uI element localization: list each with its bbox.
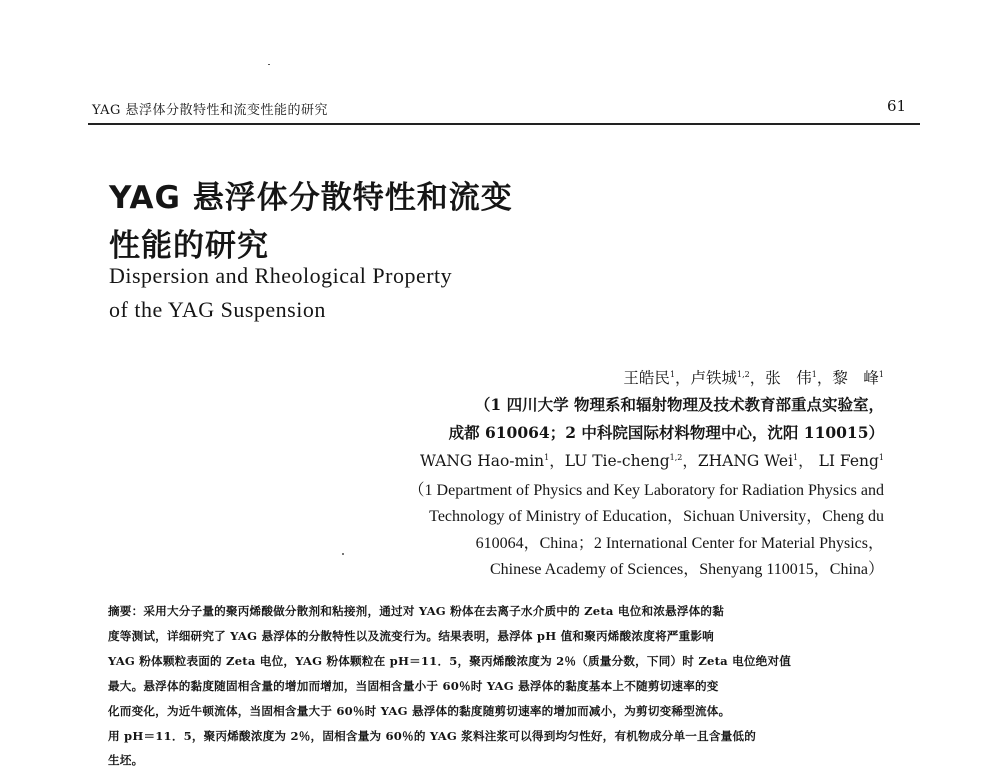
page-number: 61 (887, 97, 907, 115)
running-title: YAG 悬浮体分散特性和流变性能的研究 (92, 103, 328, 118)
abstract-line-1: 摘要：采用大分子量的聚丙烯酸做分散剂和粘接剂，通过对 YAG 粉体在去离子水介质中的 Zeta 电位和浓悬浮体的黏 (108, 604, 724, 618)
affiliation-cn-line-1: （1 四川大学 物理系和辐射物理及技术教育部重点实验室， (474, 395, 884, 414)
abstract-line-3: YAG 粉体颗粒表面的 Zeta 电位，YAG 粉体颗粒在 pH＝11．5，聚丙烯酸浓度为 2％（质量分数，下同）时 Zeta 电位绝对值 (108, 654, 792, 668)
header-rule (88, 123, 920, 125)
affiliation-en-line-1: （1 Department of Physics and Key Laboratory for Radiation Physics and (408, 482, 884, 499)
abstract-line-6: 用 pH＝11．5，聚丙烯酸浓度为 2％，固相含量为 60％的 YAG 浆料注浆可以得到均匀性好，有机物成分单一且含量低的 (108, 729, 756, 743)
authors-cn: 王皓民$^1$，卢铁城$^{1,2}$，张 伟$^1$，黎 峰$^1$ (623, 369, 884, 387)
scan-speck (342, 553, 344, 555)
scan-speck (268, 64, 270, 65)
affiliation-cn-line-2: 成都 610064；2 中科院国际材料物理中心，沈阳 110015） (448, 423, 884, 442)
title-en-line-1: Dispersion and Rheological Property (109, 263, 453, 288)
abstract-line-5: 化而变化，为近牛顿流体，当固相含量大于 60％时 YAG 悬浮体的黏度随剪切速率的增加而减小，为剪切变稀型流体。 (108, 704, 731, 718)
affiliation-en-line-4: Chinese Academy of Sciences，Shenyang 110015，China） (489, 561, 884, 578)
affiliation-en-line-2: Technology of Ministry of Education，Sichuan University，Cheng du (429, 508, 884, 525)
abstract-line-2: 度等测试，详细研究了 YAG 悬浮体的分散特性以及流变行为。结果表明，悬浮体 pH 值和聚丙烯酸浓度将严重影响 (108, 629, 714, 643)
authors-en: WANG Hao-$\min^1$，LU Tie-cheng$^{1,2}$，ZHANG Wei$^1$， LI Feng$^1$ (419, 452, 884, 470)
title-cn-line-2: 性能的研究 (109, 228, 269, 264)
abstract-line-4: 最大。悬浮体的黏度随固相含量的增加而增加，当固相含量小于 60％时 YAG 悬浮体的黏度基本上不随剪切速率的变 (108, 679, 719, 693)
title-en-line-2: of the YAG Suspension (109, 297, 326, 322)
abstract-line-7: 生坯。 (108, 753, 144, 767)
affiliation-en-line-3: 610064，China；2 International Center for Material Physics， (475, 535, 884, 552)
title-cn-line-1: YAG 悬浮体分散特性和流变 (109, 180, 513, 216)
